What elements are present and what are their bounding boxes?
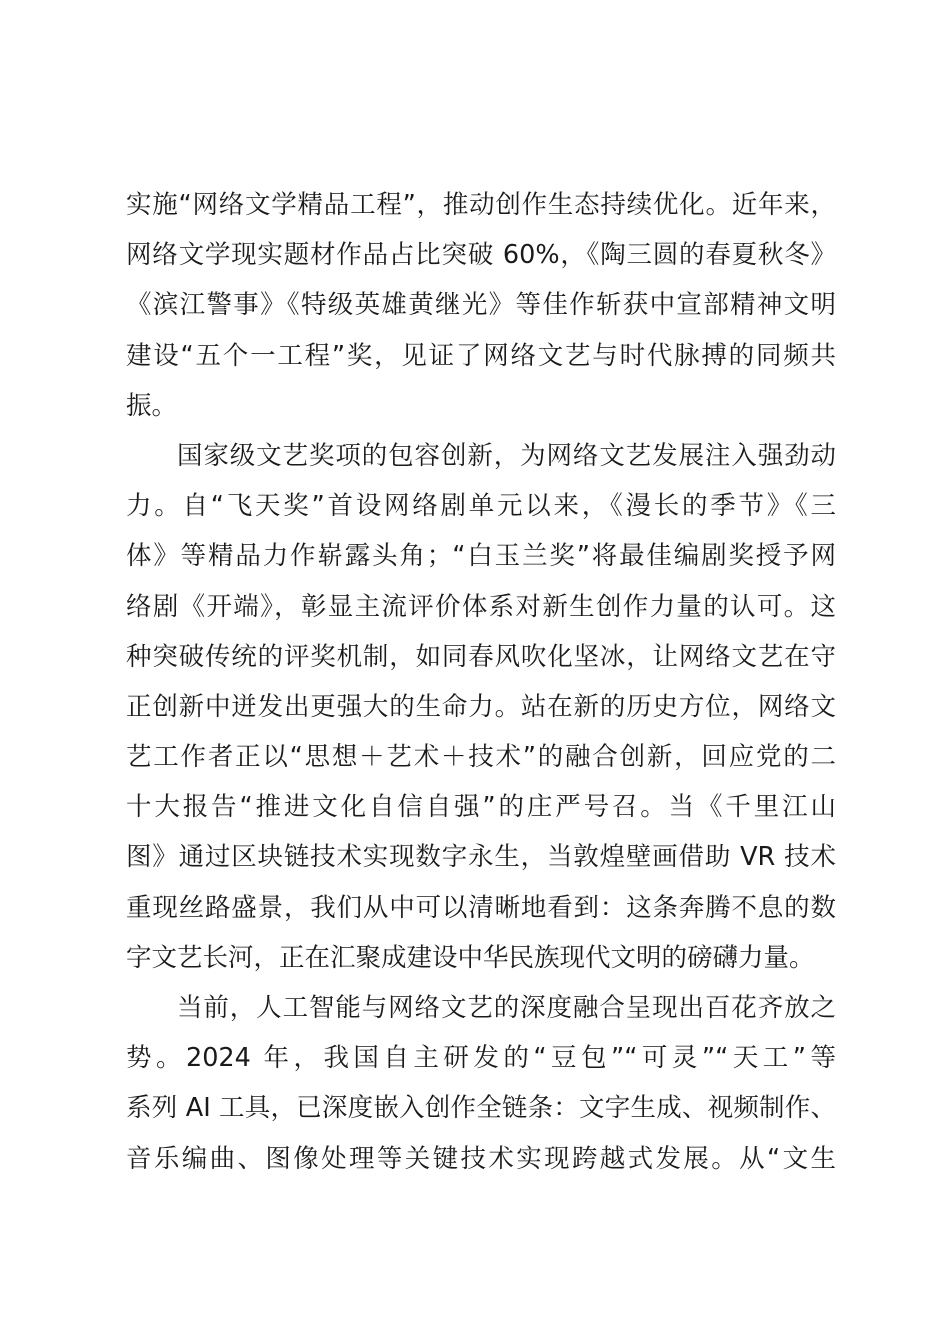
text-line: 字文艺长河，正在汇聚成建设中华民族现代文明的磅礴力量。	[126, 942, 815, 973]
text-line: 体》等精品力作崭露头角；“白玉兰奖”将最佳编剧奖授予网	[126, 541, 836, 572]
paragraph-first-line: 国家级文艺奖项的包容创新，为网络文艺发展注入强劲动	[177, 440, 836, 471]
text-line: 力。自“飞天奖”首设网络剧单元以来，《漫长的季节》《三	[126, 491, 836, 522]
text-line: 重现丝路盛景，我们从中可以清晰地看到：这条奔腾不息的数	[126, 892, 836, 923]
text-line: 音乐编曲、图像处理等关键技术实现跨越式发展。从“文生	[126, 1143, 836, 1174]
text-line: 势。2024 年，我国自主研发的“豆包”“可灵”“天工”等	[126, 1043, 836, 1074]
text-line: 图》通过区块链技术实现数字永生，当敦煌壁画借助 VR 技术	[126, 842, 836, 873]
text-line: 络剧《开端》，彰显主流评价体系对新生创作力量的认可。这	[126, 591, 836, 622]
text-line: 系列 AI 工具，已深度嵌入创作全链条：文字生成、视频制作、	[126, 1093, 836, 1124]
text-line: 振。	[126, 390, 178, 421]
text-line: 《滨江警事》《特级英雄黄继光》等佳作斩获中宣部精神文明	[126, 290, 836, 321]
text-line: 十大报告“推进文化自信自强”的庄严号召。当《千里江山	[126, 792, 836, 823]
body-text	[126, 180, 836, 1184]
text-line: 艺工作者正以“思想＋艺术＋技术”的融合创新，回应党的二	[126, 742, 836, 773]
text-line: 网络文学现实题材作品占比突破 60%，《陶三圆的春夏秋冬》	[126, 240, 836, 271]
text-line: 种突破传统的评奖机制，如同春风吹化坚冰，让网络文艺在守	[126, 641, 836, 672]
text-line: 实施“网络文学精品工程”，推动创作生态持续优化。近年来，	[126, 190, 836, 220]
text-line: 建设“五个一工程”奖，见证了网络文艺与时代脉搏的同频共	[126, 340, 836, 371]
text-line: 正创新中迸发出更强大的生命力。站在新的历史方位，网络文	[126, 691, 836, 722]
paragraph-first-line: 当前，人工智能与网络文艺的深度融合呈现出百花齐放之	[177, 993, 836, 1023]
